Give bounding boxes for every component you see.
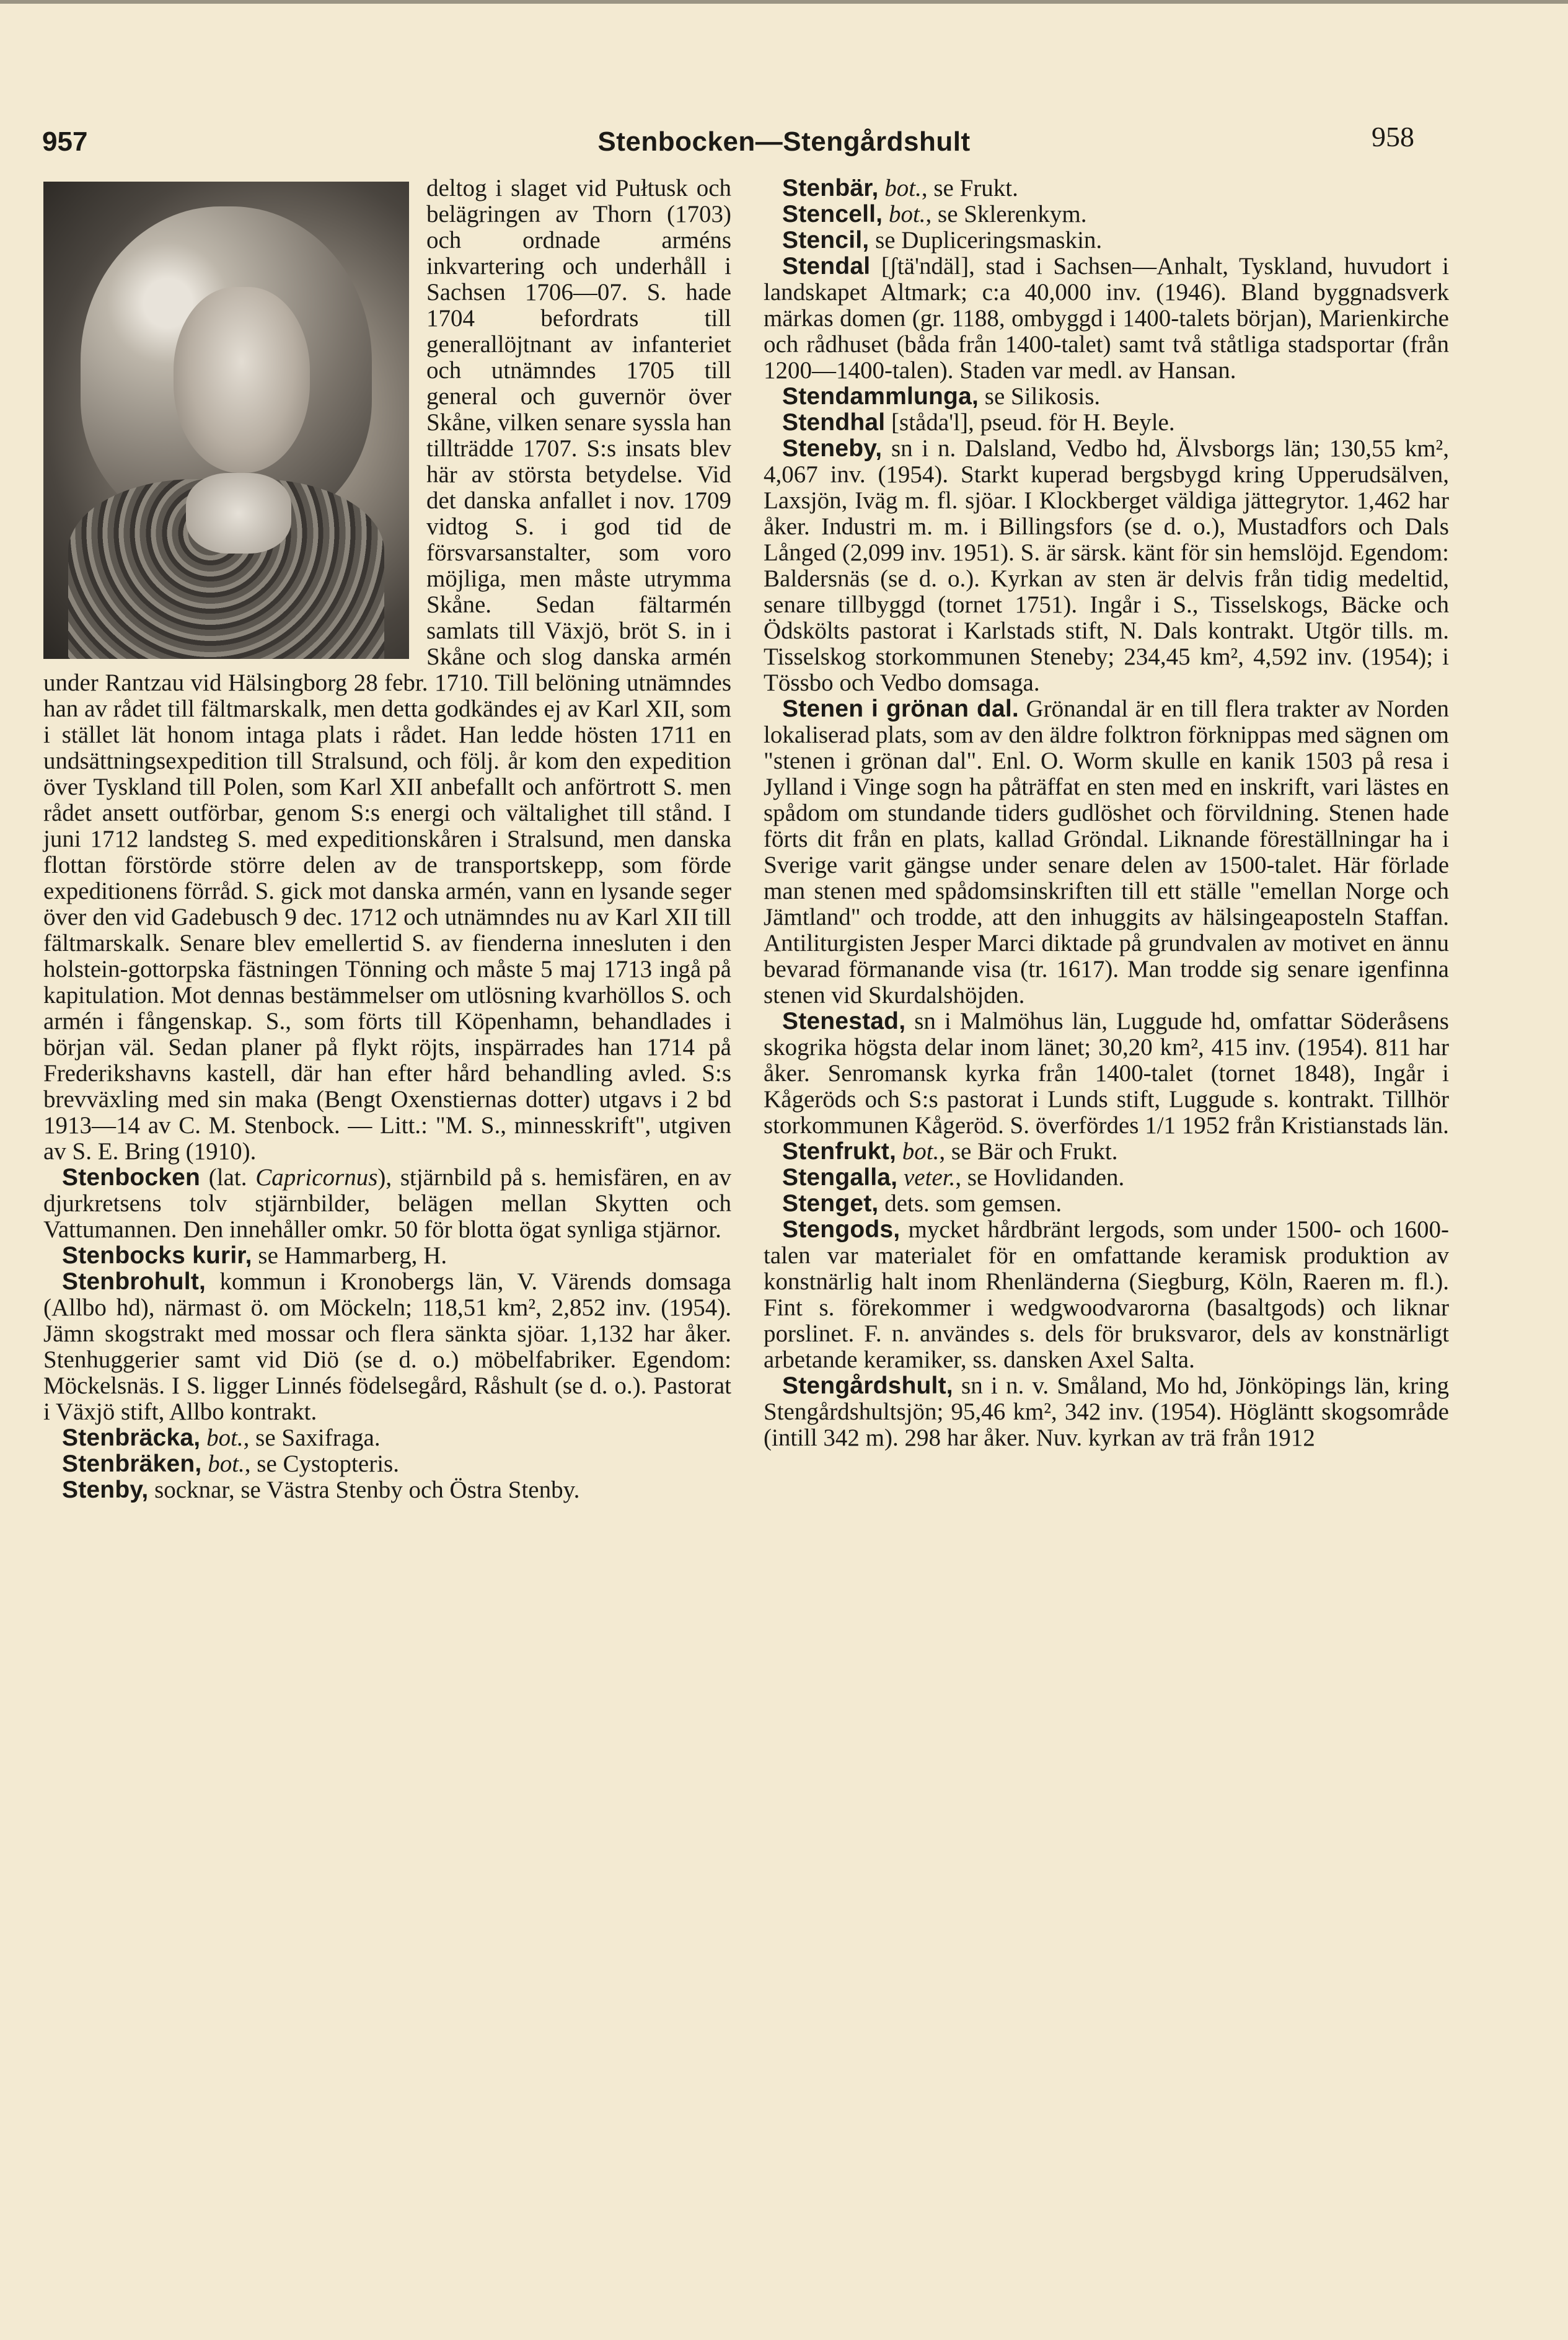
portrait-image: [43, 182, 409, 659]
dictionary-entry: Stenbräcka, bot., se Saxifraga.: [62, 1424, 381, 1451]
entry-headword: Stenget,: [782, 1190, 879, 1217]
entry-headword: Stencell,: [782, 201, 883, 227]
dictionary-entry: [764, 1373, 1449, 1451]
entry-text: sn i n. v. Småland, Mo hd, Jönköpings län, kring Stengårdshultsjön; 95,46 km², 342 inv. (1954). Högläntt skogsområde (intill 342 m). 298 har åker. Nuv. kyrkan av trä från 1912: [764, 1372, 1449, 1451]
entry-text: , se Saxifraga.: [243, 1424, 381, 1451]
entry-headword: Stenbräcka,: [62, 1424, 201, 1451]
dictionary-entry: [764, 436, 1449, 696]
dictionary-entry: [764, 1009, 1449, 1139]
entry-headword: Stencil,: [782, 227, 870, 254]
entry-headword: Stenby,: [62, 1477, 149, 1503]
entry-headword: Stenbocken: [62, 1164, 201, 1191]
dictionary-entry: Stenbocken (lat. Capricornus), stjärnbild på s. hemisfären, en av djurkretsens tolv stjärnbilder, belägen mellan Skytten och Vattumannen. Den innehåller omkr. 50 för blotta ögat synliga stjärnor.: [43, 1164, 731, 1243]
dictionary-entry: Stencell, bot., se Sklerenkym.: [782, 201, 1087, 227]
dictionary-entry: [764, 410, 1449, 436]
page-header: [0, 118, 1568, 167]
entry-headword: Stendal: [782, 253, 871, 280]
entry-headword: Steneby,: [782, 435, 883, 462]
right-column: [764, 175, 1449, 1451]
right-entries: [764, 175, 1449, 1451]
left-column: [43, 175, 731, 1503]
entry-headword: Stengårdshult,: [782, 1372, 953, 1399]
entry-headword: Stenbräken,: [62, 1450, 202, 1477]
entry-headword: Stengalla,: [782, 1164, 898, 1191]
entry-text: , se Hovlidanden.: [955, 1164, 1125, 1191]
entry-headword: Stenen i grönan dal.: [782, 695, 1019, 722]
dictionary-entry: Stengalla, veter., se Hovlidanden.: [782, 1164, 1125, 1191]
entry-text: socknar, se Västra Stenby och Östra Stenby.: [148, 1477, 580, 1503]
entry-text: se Hammarberg, H.: [252, 1242, 447, 1269]
entry-headword: Stendammlunga,: [782, 383, 979, 410]
entry-headword: Stenestad,: [782, 1008, 906, 1035]
dictionary-entry: Stenfrukt, bot., se Bär och Frukt.: [782, 1138, 1118, 1165]
entry-headword: Stenbocks kurir,: [62, 1242, 252, 1269]
dictionary-entry: [43, 1477, 731, 1503]
dictionary-entry: [43, 1243, 731, 1269]
dictionary-entry: [764, 696, 1449, 1009]
page-number-left: 957: [42, 126, 88, 157]
entry-headword: Stendhal: [782, 409, 886, 436]
entry-text: [ståda'l], pseud. för H. Beyle.: [885, 409, 1175, 436]
stenbock-biography-continued: deltog i slaget vid Pułtusk och belägringen av Thorn (1703) och ordnade arméns inkvartering och underhåll i Sachsen 1706—07. S. hade 1704 befordrats till generallöjtnant av infanteriet och utnämndes 1705 till general och guvernör över Skåne, vilken senare syssla han tillträdde 1707. S:s insats blev här av största betydelse. Vid det danska anfallet i nov. 1709 vidtog S. i god tid de försvarsanstalter, som voro möjliga, men måste utrymma Skåne. Sedan fältarmén samlats till Växjö, bröt S. in i Skåne och slog danska armén under Rantzau vid Hälsingborg 28 febr. 1710. Till belöning utnämndes han av rådet till fältmarskalk, men detta godkändes ej av Karl XII, som i stället lät honom intaga plats i rådet. Han ledde hösten 1711 en undsättningsexpedition till Stralsund, och följ. år kom den expedition över Tyskland till Polen, som Karl XII anbefallt och anförtrott S. men rådet ansett outförbar, genom S:s energi och vältalighet till stånd. I juni 1712 landsteg S. med expeditionskåren i Stralsund, men danska flottan förstörde större delen av de transportskepp, som förde expeditionens förråd. S. gick mot danska armén, vann en lysande seger över den vid Gadebusch 9 dec. 1712 och utnämndes nu av Karl XII till fältmarskalk. Senare blev emellertid S. av fienderna innesluten i den holstein-gottorpska fästningen Tönning och måste 5 maj 1713 ingå på kapitulation. Mot dennas bestämmelser om utlösning kvarhöllos S. och armén i fångenskap. S., som förts till Köpenhamn, behandlades i början väl. Sedan planer på flykt röjts, inspärrades han 1714 på Frederikshavns kastell, där han efter hård behandling avled. S:s brevväxling med sin maka (Bengt Oxenstiernas dotter) utgavs i 2 bd 1913—14 av C. M. Stenbock. — Litt.: "M. S., minnesskrift", utgiven av S. E. Bring (1910).: [43, 175, 731, 1165]
page-number-right: 958: [1372, 121, 1414, 152]
entry-text: [ʃtä'ndäl], stad i Sachsen—Anhalt, Tyskland, huvudort i landskapet Altmark; c:a 40,000 inv. (1946). Bland byggnadsverk märkas domen (gr. 1188, ombyggd i 1400-talets början), Marienkirche och rådhuset (båda från 1400-talet) samt två ståtliga stadsportar (från 1200—1400-talen). Staden var medl. av Hansan.: [764, 253, 1449, 384]
entry-text: Grönandal är en till flera trakter av Norden lokaliserad plats, som av den äldre folktron förknippas med sägnen om "stenen i grönan dal". Enl. O. Worm skulle en kanik 1503 på resa i Jylland i Vinge sogn ha påträffat en sten med en inskrift, vari lästes en spådom om stundande tiders gudlöshet och förvildning. Stenen hade förts dit från en plats, kallad Gröndal. Liknande föreställningar ha i Sverige varit gängse under senare delen av 1500-talet. Här förlade man stenen med spådomsinskriften till ett ställe "emellan Norge och Jämtland" och trodde, att den inhuggits av hälsingeaposteln Staffan. Antiliturgisten Jesper Marci diktade på grundvalen av motivet en ännu bevarad förmanande visa (tr. 1617). Man trodde sig senare igenfinna stenen vid Skurdalshöjden.: [764, 695, 1449, 1009]
dictionary-entry: [43, 1269, 731, 1425]
entry-text: dets. som gemsen.: [878, 1190, 1062, 1217]
entry-text: se Silikosis.: [979, 383, 1101, 410]
dictionary-entry: Stenbär, bot., se Frukt.: [782, 175, 1018, 201]
top-edge: [0, 0, 1568, 4]
entry-text: sn i Malmöhus län, Luggude hd, omfattar Söderåsens skogrika högsta delar inom länet; 30,20 km², 415 inv. (1954). 811 har åker. Senromansk kyrka från 1400-talet (tornet 1848), Ingår i Kågeröds och S:s pastorat i Lunds stift, Luggude s. kontrakt. Tillhör storkommunen Kågeröd. S. överfördes 1/1 1952 från Kristianstads län.: [764, 1008, 1449, 1139]
entry-text: se Dupliceringsmaskin.: [869, 227, 1103, 254]
entry-text: , se Frukt.: [921, 175, 1018, 201]
dictionary-entry: [764, 1191, 1449, 1217]
entry-text: , se Cystopteris.: [244, 1450, 399, 1477]
entry-text: ), stjärnbild på s. hemisfären, en av djurkretsens tolv stjärnbilder, belägen mellan Skytten och Vattumannen. Den innehåller omkr. 50 för blotta ögat synliga stjärnor.: [43, 1164, 731, 1243]
left-entries: [43, 1165, 731, 1503]
entry-text: sn i n. Dalsland, Vedbo hd, Älvsborgs län; 130,55 km², 4,067 inv. (1954). Starkt kuperad bergsbygd kring Upperudsälven, Laxsjön, Iväg m. fl. sjöar. I Klockberget väldiga jättegrytor. 1,462 har åker. Industri m. m. i Billingsfors (se d. o.), Mustadfors och Dals Långed (2,099 inv. 1951). S. är särsk. känt för sin hemslöjd. Egendom: Baldersnäs (se d. o.). Kyrkan av sten är delvis från tidig medeltid, senare tillbyggd (tornet 1751). Ingår i S., Tisselskogs, Bäcke och Ödskölts pastorat i Karlstads stift, N. Dals kontrakt. Utgör tills. m. Tisselskog storkommunen Steneby; 234,45 km², 4,592 inv. (1954); i Tössbo och Vedbo domsaga.: [764, 435, 1449, 696]
dictionary-entry: [764, 227, 1449, 254]
dictionary-entry: [764, 254, 1449, 384]
entry-headword: Stenbär,: [782, 175, 879, 201]
entry-headword: Stenbrohult,: [62, 1268, 206, 1295]
entry-text: mycket hårdbränt lergods, som under 1500- och 1600-talen var materialet för en omfattande keramisk produktion av konstnärlig halt inom Rhenländerna (Siegburg, Köln, Raeren m. fl.). Fint s. förekommer i wedgwoodvarorna (basaltgods) och liknar porslinet. F. n. användes s. dels för bruksvaror, dels av konstnärligt arbetande keramiker, ss. dansken Axel Salta.: [764, 1216, 1449, 1373]
entry-headword: Stengods,: [782, 1216, 901, 1243]
dictionary-entry: [764, 1217, 1449, 1373]
entry-headword: Stenfrukt,: [782, 1138, 897, 1165]
entry-text: , se Sklerenkym.: [925, 201, 1087, 227]
running-title: Stenbocken—Stengårdshult: [597, 126, 971, 157]
dictionary-entry: Stenbräken, bot., se Cystopteris.: [62, 1450, 399, 1477]
dictionary-entry: [764, 384, 1449, 410]
entry-text: , se Bär och Frukt.: [939, 1138, 1118, 1165]
entry-text: kommun i Kronobergs län, V. Värends domsaga (Allbo hd), närmast ö. om Möckeln; 118,51 km², 2,852 inv. (1954). Jämn skogstrakt med mossar och flera sänkta sjöar. 1,132 har åker. Stenhuggerier samt vid Diö (se d. o.) möbelfabriker. Egendom: Möckelsnäs. I S. ligger Linnés födelsegård, Råshult (se d. o.). Pastorat i Växjö stift, Allbo kontrakt.: [43, 1268, 731, 1425]
